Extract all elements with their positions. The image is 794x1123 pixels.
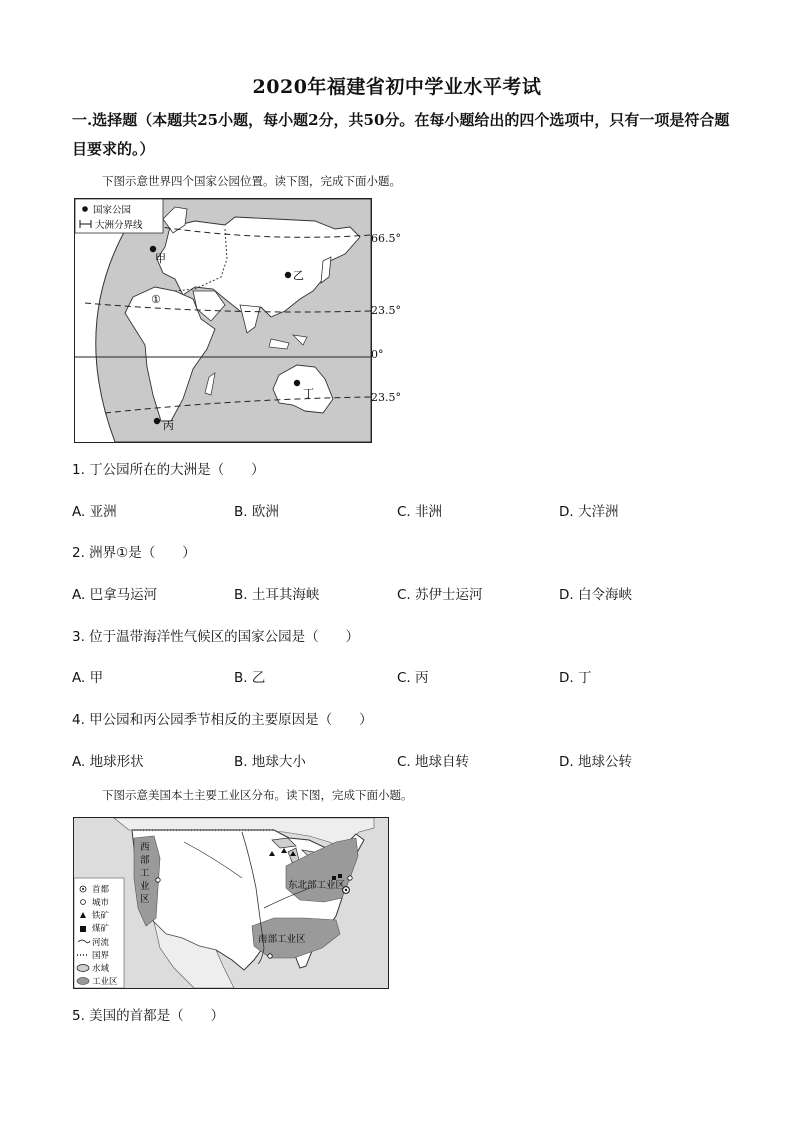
q1-option-a[interactable]: A. 亚洲 bbox=[72, 504, 117, 520]
coal-legend-icon bbox=[80, 926, 86, 932]
capital-center-dot bbox=[345, 889, 347, 891]
q4-option-c[interactable]: C. 地球自转 bbox=[397, 754, 470, 770]
legend-coal: 煤矿 bbox=[92, 924, 110, 934]
intro-text-1: 下图示意世界四个国家公园位置。读下图，完成下面小题。 bbox=[102, 174, 401, 188]
city-mark-3 bbox=[156, 878, 160, 882]
q2-option-b[interactable]: B. 土耳其海峡 bbox=[234, 587, 320, 603]
park-yi-label: 乙 bbox=[293, 269, 304, 282]
question-1: 1. 丁公园所在的大洲是（ ） bbox=[72, 462, 265, 478]
lat-label-0: 0° bbox=[371, 348, 384, 361]
lat-label-23s: 23.5° bbox=[371, 391, 401, 404]
q2-option-c[interactable]: C. 苏伊士运河 bbox=[397, 587, 483, 603]
west-region-char-2: 部 bbox=[140, 855, 150, 866]
world-map bbox=[74, 198, 372, 443]
legend-boundary-label: 大洲分界线 bbox=[95, 220, 143, 231]
q1-option-b[interactable]: B. 欧洲 bbox=[234, 504, 279, 520]
legend-river: 河流 bbox=[92, 938, 110, 948]
lat-label-66: 66.5° bbox=[371, 232, 401, 245]
legend-capital: 首都 bbox=[92, 885, 110, 895]
legend-park-label: 国家公园 bbox=[93, 205, 132, 216]
q1-option-d[interactable]: D. 大洋洲 bbox=[559, 504, 619, 520]
west-region-char-4: 业 bbox=[140, 881, 150, 892]
q2-option-a[interactable]: A. 巴拿马运河 bbox=[72, 587, 158, 603]
lat-label-23n: 23.5° bbox=[371, 304, 401, 317]
park-jia-label: 甲 bbox=[155, 252, 166, 265]
park-ding-label: 丁 bbox=[303, 387, 314, 400]
city-mark-1 bbox=[348, 876, 352, 880]
q4-option-b[interactable]: B. 地球大小 bbox=[234, 754, 306, 770]
world-map-drawing bbox=[75, 199, 371, 442]
west-region-char-5: 区 bbox=[140, 894, 150, 905]
q3-option-b[interactable]: B. 乙 bbox=[234, 670, 266, 686]
question-5: 5. 美国的首都是（ ） bbox=[72, 1008, 225, 1024]
legend-water: 水域 bbox=[92, 964, 110, 974]
q4-option-d[interactable]: D. 地球公转 bbox=[559, 754, 632, 770]
water-legend-icon bbox=[77, 965, 89, 972]
park-legend-icon bbox=[82, 206, 88, 212]
legend-iron: 铁矿 bbox=[92, 911, 110, 921]
capital-legend-dot bbox=[82, 888, 84, 890]
question-3: 3. 位于温带海洋性气候区的国家公园是（ ） bbox=[72, 629, 360, 645]
q3-option-c[interactable]: C. 丙 bbox=[397, 670, 429, 686]
south-region-label: 南部工业区 bbox=[258, 934, 306, 945]
usa-map-drawing bbox=[74, 818, 388, 988]
park-ding-dot bbox=[294, 380, 300, 386]
question-2: 2. 洲界①是（ ） bbox=[72, 545, 196, 561]
intro-text-2: 下图示意美国本土主要工业区分布。读下图，完成下面小题。 bbox=[102, 788, 413, 802]
northeast-region-label: 东北部工业区 bbox=[288, 880, 346, 891]
question-4: 4. 甲公园和丙公园季节相反的主要原因是（ ） bbox=[72, 712, 373, 728]
usa-map bbox=[73, 817, 389, 989]
west-region-char-1: 西 bbox=[140, 842, 150, 853]
park-bing-dot bbox=[154, 418, 160, 424]
city-legend-icon bbox=[81, 900, 86, 905]
park-yi-dot bbox=[285, 272, 291, 278]
legend-city: 城市 bbox=[92, 898, 110, 908]
q1-option-c[interactable]: C. 非洲 bbox=[397, 504, 443, 520]
q3-option-d[interactable]: D. 丁 bbox=[559, 670, 592, 686]
legend-border: 国界 bbox=[92, 951, 110, 961]
q2-option-d[interactable]: D. 白令海峡 bbox=[559, 587, 632, 603]
legend-industry: 工业区 bbox=[92, 977, 118, 987]
coal-mark-2 bbox=[338, 874, 342, 878]
city-mark-2 bbox=[268, 954, 272, 958]
boundary-marker-1: ① bbox=[151, 293, 161, 306]
west-region-char-3: 工 bbox=[140, 868, 150, 879]
industry-legend-icon bbox=[77, 978, 89, 985]
park-bing-label: 丙 bbox=[163, 419, 174, 432]
page-title: 2020年福建省初中学业水平考试 bbox=[252, 76, 542, 98]
section-heading: 一.选择题（本题共25小题，每小题2分，共50分。在每小题给出的四个选项中，只有一项是符合题目要求的。） bbox=[72, 111, 730, 158]
q3-option-a[interactable]: A. 甲 bbox=[72, 670, 104, 686]
q4-option-a[interactable]: A. 地球形状 bbox=[72, 754, 144, 770]
